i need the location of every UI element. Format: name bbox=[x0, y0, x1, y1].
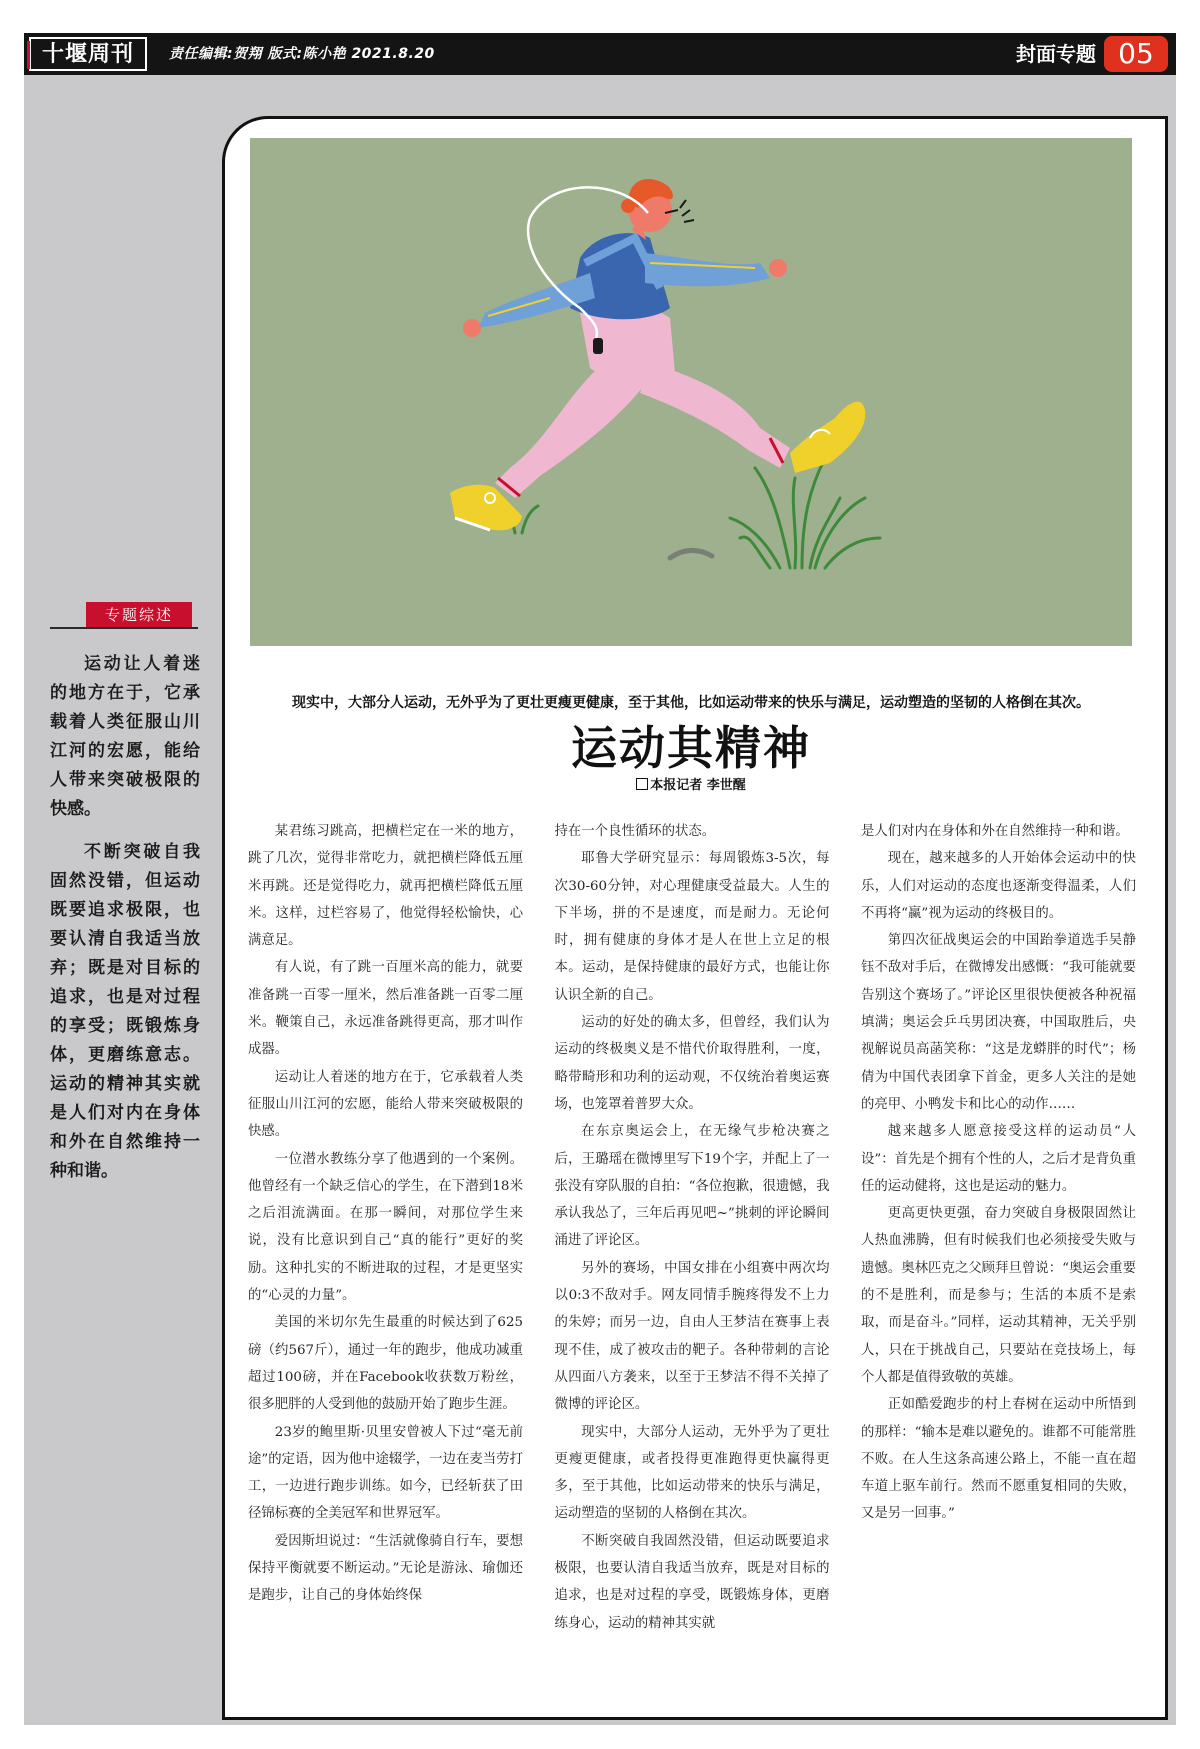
article-paragraph: 更高更快更强，奋力突破自身极限固然让人热血沸腾，但有时候我们也必须接受失败与遗憾。奥林匹克之父顾拜旦曾说：“奥运会重要的不是胜利，而是参与；生活的本质不是索取，而是奋斗。”同样，运动其精神，无关乎别人，只在于挑战自己，只要站在竞技场上，每个人都是值得致敬的英雄。 bbox=[861, 1206, 1136, 1385]
article-paragraph: 一位潜水教练分享了他遇到的一个案例。他曾经有一个缺乏信心的学生，在下潜到18米之后泪流满面。在那一瞬间，对那位学生来说，没有比意识到自己“真的能行”更好的奖励。这种扎实的不断进取的过程，才是更坚实的“心灵的力量”。 bbox=[248, 1151, 523, 1304]
article-paragraph: 第四次征战奥运会的中国跆拳道选手吴静钰不敌对手后，在微博发出感慨：“我可能就要告别这个赛场了。”评论区里很快便被各种祝福填满；奥运会乒乓男团决赛，中国取胜后，央视解说员高菡笑称：“这是龙蟒胖的时代”；杨倩为中国代表团拿下首金，更多人关注的是她的亮甲、小鸭发卡和比心的动作…… bbox=[861, 933, 1136, 1112]
editor-credits: 责任编辑:贺翔 版式:陈小艳 2021.8.20 bbox=[169, 46, 435, 62]
page-number: 05 bbox=[1104, 36, 1168, 72]
byline-text: 本报记者 李世醒 bbox=[650, 778, 746, 793]
article-paragraph-continued: 持在一个良性循环的状态。 bbox=[554, 824, 716, 839]
page-header bbox=[24, 33, 1176, 75]
byline-box-icon bbox=[636, 778, 648, 790]
sidebar-paragraph: 不断突破自我固然没错，但运动既要追求极限，也要认清自我适当放弃；既是对目标的追求，也是对过程的享受；既锻炼身体，更磨练意志。运动的精神其实就是人们对内在身体和外在自然维持一种和谐。 bbox=[50, 842, 200, 1181]
publication-logo: 十堰周刊 bbox=[29, 37, 147, 71]
runner-illustration bbox=[250, 138, 1132, 646]
article-paragraph-continued: 是人们对内在身体和外在自然维持一种和谐。 bbox=[861, 824, 1129, 839]
article-column-2 bbox=[555, 818, 830, 1708]
article-paragraph: 在东京奥运会上，在无缘气步枪决赛之后，王璐瑶在微博里写下19个字，并配上了一张没有穿队服的自拍：“各位抱歉，很遗憾，我承认我怂了，三年后再见吧~”挑刺的评论瞬间涌进了评论区。 bbox=[554, 1124, 830, 1249]
article-column-3 bbox=[861, 818, 1136, 1708]
article-paragraph: 越来越多人愿意接受这样的运动员“人设”：首先是个拥有个性的人，之后才是背负重任的运动健将，这也是运动的魅力。 bbox=[861, 1124, 1136, 1194]
article-paragraph: 运动的好处的确太多，但曾经，我们认为运动的终极奥义是不惜代价取得胜利，一度，略带畸形和功利的运动观，不仅统治着奥运赛场，也笼罩着普罗大众。 bbox=[554, 1015, 830, 1112]
sidebar-summary bbox=[50, 650, 200, 1200]
article-byline bbox=[250, 774, 1132, 793]
article-paragraph: 美国的米切尔先生最重的时候达到了625磅（约567斤），通过一年的跑步，他成功减重超过100磅，并在Facebook收获数万粉丝，很多肥胖的人受到他的鼓励开始了跑步生涯。 bbox=[248, 1315, 523, 1413]
article-paragraph: 另外的赛场，中国女排在小组赛中两次均以0:3不敌对手。网友同情手腕疼得发不上力的朱婷；而另一边，自由人王梦洁在赛事上表现不佳，成了被攻击的靶子。各种带刺的言论从四面八方袭来，以至于王梦洁不得不关掉了微博的评论区。 bbox=[554, 1260, 830, 1413]
article-column-1 bbox=[248, 818, 523, 1708]
article-title: 运动其精神 bbox=[571, 721, 811, 775]
article-paragraph: 正如酷爱跑步的村上春树在运动中所悟到的那样：“输本是难以避免的。谁都不可能常胜不败。在人生这条高速公路上，不能一直在超车道上驱车前行。然而不愿重复相同的失败，又是另一回事。” bbox=[861, 1397, 1136, 1522]
article-body bbox=[248, 818, 1136, 1708]
article-paragraph: 爱因斯坦说过：“生活就像骑自行车，要想保持平衡就要不断运动。”无论是游泳、瑜伽还是跑步，让自己的身体始终保 bbox=[248, 1533, 523, 1604]
article-paragraph: 23岁的鲍里斯·贝里安曾被人下过“毫无前途”的定语，因为他中途辍学，一边在麦当劳打工，一边进行跑步训练。如今，已经斩获了田径锦标赛的全美冠军和世界冠军。 bbox=[248, 1424, 523, 1522]
section-label: 封面专题 bbox=[1016, 42, 1096, 66]
article-paragraph: 不断突破自我固然没错，但运动既要追求极限，也要认清自我适当放弃，既是对目标的追求，也是对过程的享受，既锻炼身体，更磨练身心，运动的精神其实就 bbox=[554, 1533, 830, 1631]
article-subtitle: 现实中，大部分人运动，无外乎为了更壮更瘦更健康，至于其他，比如运动带来的快乐与满足，运动塑造的坚韧的人格倒在其次。 bbox=[292, 695, 1090, 711]
article-paragraph: 有人说，有了跳一百厘米高的能力，就要准备跳一百零一厘米，然后准备跳一百零二厘米。鞭策自己，永远准备跳得更高，那才叫作成器。 bbox=[248, 960, 523, 1058]
article-paragraph: 某君练习跳高，把横栏定在一米的地方，跳了几次，觉得非常吃力，就把横栏降低五厘米再跳。还是觉得吃力，就再把横栏降低五厘米。这样，过栏容易了，他觉得轻松愉快，心满意足。 bbox=[248, 824, 523, 949]
sidebar-paragraph: 运动让人着迷的地方在于，它承载着人类征服山川江河的宏愿，能给人带来突破极限的快感。 bbox=[50, 654, 200, 819]
article-paragraph: 现实中，大部分人运动，无外乎为了更壮更瘦更健康，或者投得更准跑得更快赢得更多，至于其他，比如运动带来的快乐与满足，运动塑造的坚韧的人格倒在其次。 bbox=[554, 1424, 830, 1522]
article-paragraph: 现在，越来越多的人开始体会运动中的快乐，人们对运动的态度也逐渐变得温柔，人们不再将“赢”视为运动的终极目的。 bbox=[861, 851, 1136, 921]
sidebar-tag: 专题综述 bbox=[86, 602, 192, 628]
runner-icon bbox=[250, 138, 1132, 646]
article-paragraph: 耶鲁大学研究显示：每周锻炼3-5次，每次30-60分钟，对心理健康受益最大。人生的下半场，拼的不是速度，而是耐力。无论何时，拥有健康的身体才是人在世上立足的根本。运动，是保持健康的最好方式，也能让你认识全新的自己。 bbox=[554, 851, 830, 1003]
sidebar-divider bbox=[50, 627, 198, 629]
article-paragraph: 运动让人着迷的地方在于，它承载着人类征服山川江河的宏愿，能给人带来突破极限的快感。 bbox=[248, 1069, 523, 1140]
